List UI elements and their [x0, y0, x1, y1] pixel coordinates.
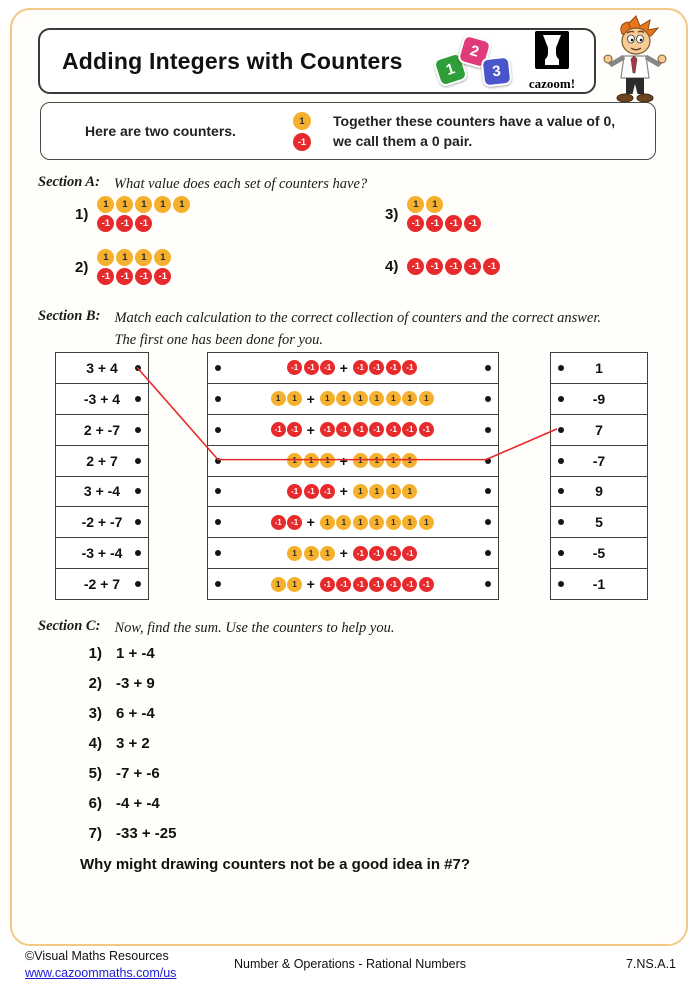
counter-minus-one: -1	[386, 360, 401, 375]
item-expression: -7 + -6	[116, 765, 160, 782]
counter-minus-one: -1	[386, 422, 401, 437]
counter-plus-one: 1	[287, 453, 302, 468]
answer-text: -9	[592, 390, 606, 407]
plus-sign: +	[306, 514, 315, 531]
section-a-item-3	[385, 196, 483, 232]
cazoom-logo	[526, 30, 578, 92]
counters-cell	[208, 568, 498, 599]
counter-collection	[287, 453, 419, 469]
section-c-item-4	[80, 735, 150, 752]
section-c-item-3	[80, 705, 155, 722]
connector-dot[interactable]	[135, 458, 141, 464]
tile-1-icon: 1	[432, 51, 469, 88]
answer-cell	[551, 353, 647, 383]
counter-plus-one: 1	[353, 515, 368, 530]
counter-plus-one: 1	[320, 546, 335, 561]
counter-minus-one: -1	[369, 360, 384, 375]
counter-minus-one: -1	[287, 422, 302, 437]
counter-minus-one: -1	[320, 577, 335, 592]
plus-sign: +	[306, 421, 315, 438]
section-c-item-5	[80, 765, 160, 782]
counter-minus-one: -1	[336, 422, 351, 437]
connector-dot[interactable]	[485, 488, 491, 494]
counter-plus-one: 1	[287, 577, 302, 592]
copyright-text: ©Visual Maths Resources	[25, 949, 169, 963]
counter-minus-one: -1	[116, 215, 133, 232]
plus-sign: +	[306, 390, 315, 407]
counter-collection	[271, 422, 436, 438]
counter-plus-one: 1	[154, 196, 171, 213]
counter-minus-one: -1	[320, 484, 335, 499]
counter-minus-one: -1	[464, 258, 481, 275]
counter-plus-one: 1	[97, 249, 114, 266]
item-expression: -33 + -25	[116, 825, 177, 842]
counter-plus-one: 1	[116, 196, 133, 213]
counter-minus-one: -1	[287, 360, 302, 375]
counter-plus-one: 1	[293, 112, 311, 130]
mascot-character	[598, 14, 670, 110]
connector-dot[interactable]	[485, 365, 491, 371]
counter-plus-one: 1	[320, 453, 335, 468]
section-a-item-1	[75, 196, 192, 232]
section-b-instruction-1: Match each calculation to the correct collection of counters and the correct answer.	[114, 310, 602, 326]
calc-text: 2 + 7	[86, 452, 118, 469]
connector-dot[interactable]	[215, 550, 221, 556]
counter-plus-one: 1	[154, 249, 171, 266]
connector-dot[interactable]	[135, 365, 141, 371]
connector-dot[interactable]	[558, 396, 564, 402]
section-c-label: Section C:	[38, 618, 101, 634]
counter-plus-one: 1	[419, 515, 434, 530]
counters-cell	[208, 414, 498, 445]
connector-dot[interactable]	[135, 519, 141, 525]
counter-minus-one: -1	[287, 484, 302, 499]
item-number: 4)	[385, 258, 399, 275]
counter-plus-one: 1	[116, 249, 133, 266]
counter-minus-one: -1	[483, 258, 500, 275]
counter-plus-one: 1	[353, 484, 368, 499]
counter-minus-one: -1	[287, 515, 302, 530]
section-a-heading	[38, 174, 367, 196]
counter-minus-one: -1	[402, 360, 417, 375]
connector-dot[interactable]	[558, 581, 564, 587]
item-number: 7)	[88, 825, 102, 842]
section-a-label: Section A:	[38, 174, 100, 190]
connector-dot[interactable]	[135, 396, 141, 402]
plus-sign: +	[306, 576, 315, 593]
counters-cell	[208, 383, 498, 414]
drum-icon	[534, 30, 570, 70]
counter-plus-one: 1	[271, 577, 286, 592]
counter-collection	[271, 576, 436, 592]
calc-cell	[56, 445, 148, 476]
plus-sign: +	[339, 545, 348, 562]
numbers-123-logo-icon	[434, 33, 514, 89]
counter-minus-one: -1	[271, 422, 286, 437]
section-b-instruction-2: The first one has been done for you.	[114, 331, 324, 348]
item-number: 3)	[88, 705, 102, 722]
section-c-item-7	[80, 825, 176, 842]
counter-plus-one: 1	[287, 546, 302, 561]
counter-plus-one: 1	[407, 196, 424, 213]
answer-text: -1	[592, 576, 606, 593]
counter-minus-one: -1	[116, 268, 133, 285]
counter-plus-one: 1	[386, 391, 401, 406]
counter-plus-one: 1	[173, 196, 190, 213]
intro-line-1: Together these counters have a value of 0,	[333, 112, 616, 129]
counter-minus-one: -1	[445, 215, 462, 232]
connector-dot[interactable]	[135, 581, 141, 587]
intro-counters	[293, 112, 311, 151]
connector-dot[interactable]	[135, 488, 141, 494]
counters-column	[207, 352, 499, 600]
counter-minus-one: -1	[402, 546, 417, 561]
section-c-instruction: Now, find the sum. Use the counters to help you.	[114, 620, 395, 636]
counter-minus-one: -1	[353, 577, 368, 592]
calc-cell	[56, 476, 148, 507]
answer-text: 5	[595, 514, 603, 531]
counter-minus-one: -1	[135, 268, 152, 285]
answer-cell	[551, 445, 647, 476]
connector-dot[interactable]	[485, 458, 491, 464]
counter-minus-one: -1	[304, 360, 319, 375]
connector-dot[interactable]	[558, 488, 564, 494]
answer-text: 1	[595, 359, 603, 376]
counter-plus-one: 1	[320, 515, 335, 530]
counters-cell	[208, 445, 498, 476]
item-number: 6)	[88, 795, 102, 812]
connector-dot[interactable]	[485, 396, 491, 402]
counter-minus-one: -1	[353, 546, 368, 561]
connector-dot[interactable]	[215, 427, 221, 433]
plus-sign: +	[339, 483, 348, 500]
counter-minus-one: -1	[426, 258, 443, 275]
counter-plus-one: 1	[97, 196, 114, 213]
counter-collection	[271, 514, 436, 530]
item-number: 3)	[385, 205, 399, 223]
counter-plus-one: 1	[336, 391, 351, 406]
answer-cell	[551, 476, 647, 507]
section-c-item-1	[80, 645, 155, 662]
item-expression: 1 + -4	[116, 645, 155, 662]
connector-dot[interactable]	[485, 550, 491, 556]
counter-minus-one: -1	[445, 258, 462, 275]
item-number: 5)	[88, 765, 102, 782]
calc-text: 3 + 4	[86, 359, 118, 376]
answer-text: -5	[592, 545, 606, 562]
footer-standard-code: 7.NS.A.1	[625, 957, 676, 971]
section-a-item-2	[75, 249, 173, 285]
answer-cell	[551, 383, 647, 414]
section-a-question: What value does each set of counters have?	[113, 176, 368, 192]
counter-minus-one: -1	[154, 268, 171, 285]
counter-plus-one: 1	[386, 515, 401, 530]
item-number: 2)	[88, 675, 102, 692]
counter-plus-one: 1	[304, 546, 319, 561]
page-title: Adding Integers with Counters	[62, 47, 403, 74]
section-b-heading	[38, 308, 601, 352]
connector-dot[interactable]	[215, 519, 221, 525]
answer-cell	[551, 537, 647, 568]
counter-minus-one: -1	[320, 422, 335, 437]
connector-dot[interactable]	[215, 581, 221, 587]
intro-box	[40, 102, 656, 160]
answers-column	[550, 352, 648, 600]
section-c-final-question: Why might drawing counters not be a good idea in #7?	[80, 856, 471, 873]
counter-minus-one: -1	[320, 360, 335, 375]
counter-plus-one: 1	[402, 391, 417, 406]
counter-minus-one: -1	[402, 577, 417, 592]
calc-text: -2 + -7	[81, 514, 123, 531]
intro-left-text: Here are two counters.	[85, 123, 236, 139]
connector-dot[interactable]	[558, 550, 564, 556]
calculations-column	[55, 352, 149, 600]
section-b-instruction	[114, 308, 601, 352]
answer-text: 7	[595, 421, 603, 438]
tile-3-icon: 3	[481, 56, 513, 88]
counters-cell	[208, 353, 498, 383]
counters-cell	[208, 506, 498, 537]
answer-text: -7	[592, 452, 606, 469]
connector-dot[interactable]	[215, 365, 221, 371]
counter-plus-one: 1	[336, 515, 351, 530]
counter-plus-one: 1	[402, 453, 417, 468]
counter-minus-one: -1	[293, 133, 311, 151]
counter-plus-one: 1	[287, 391, 302, 406]
plus-sign: +	[339, 452, 348, 469]
item-expression: -3 + 9	[116, 675, 155, 692]
calc-cell	[56, 383, 148, 414]
connector-dot[interactable]	[485, 427, 491, 433]
item-number: 2)	[75, 258, 89, 276]
counter-minus-one: -1	[97, 215, 114, 232]
item-expression: -4 + -4	[116, 795, 160, 812]
calc-cell	[56, 506, 148, 537]
counter-plus-one: 1	[369, 391, 384, 406]
counter-minus-one: -1	[135, 215, 152, 232]
counter-plus-one: 1	[353, 391, 368, 406]
counter-minus-one: -1	[419, 577, 434, 592]
counters-cell	[208, 476, 498, 507]
counter-plus-one: 1	[304, 453, 319, 468]
counter-minus-one: -1	[419, 422, 434, 437]
calc-text: 3 + -4	[83, 483, 121, 500]
counter-plus-one: 1	[386, 484, 401, 499]
counter-minus-one: -1	[97, 268, 114, 285]
counter-minus-one: -1	[407, 258, 424, 275]
counter-collection	[287, 483, 419, 499]
section-c-item-6	[80, 795, 160, 812]
intro-line-2: we call them a 0 pair.	[333, 133, 473, 149]
counter-plus-one: 1	[426, 196, 443, 213]
counter-minus-one: -1	[369, 577, 384, 592]
calc-cell	[56, 537, 148, 568]
connector-dot[interactable]	[485, 581, 491, 587]
calc-text: -3 + -4	[81, 545, 123, 562]
answer-cell	[551, 568, 647, 599]
connector-dot[interactable]	[558, 519, 564, 525]
counter-plus-one: 1	[402, 515, 417, 530]
counter-minus-one: -1	[369, 546, 384, 561]
calc-text: -3 + 4	[83, 390, 121, 407]
counter-minus-one: -1	[353, 422, 368, 437]
counter-minus-one: -1	[464, 215, 481, 232]
counter-plus-one: 1	[386, 453, 401, 468]
counter-collection	[287, 545, 419, 561]
connector-dot[interactable]	[135, 550, 141, 556]
counter-plus-one: 1	[353, 453, 368, 468]
connector-dot[interactable]	[215, 396, 221, 402]
item-number: 4)	[88, 735, 102, 752]
answer-cell	[551, 506, 647, 537]
connector-dot[interactable]	[558, 458, 564, 464]
counter-collection	[287, 360, 419, 376]
counter-minus-one: -1	[304, 484, 319, 499]
counter-plus-one: 1	[402, 484, 417, 499]
answer-text: 9	[595, 483, 603, 500]
answer-cell	[551, 414, 647, 445]
counter-plus-one: 1	[135, 196, 152, 213]
connector-dot[interactable]	[485, 519, 491, 525]
item-number: 1)	[75, 205, 89, 223]
counter-collection	[271, 391, 436, 407]
counter-plus-one: 1	[271, 391, 286, 406]
counter-minus-one: -1	[407, 215, 424, 232]
counter-plus-one: 1	[419, 391, 434, 406]
calc-cell	[56, 353, 148, 383]
section-b-label: Section B:	[38, 308, 101, 324]
section-c-item-2	[80, 675, 155, 692]
section-a-item-4	[385, 258, 502, 275]
connector-dot[interactable]	[558, 365, 564, 371]
intro-description	[333, 111, 615, 152]
counter-minus-one: -1	[271, 515, 286, 530]
counter-plus-one: 1	[369, 484, 384, 499]
calc-text: -2 + 7	[83, 576, 121, 593]
connector-dot[interactable]	[215, 458, 221, 464]
connector-dot[interactable]	[558, 427, 564, 433]
title-box	[38, 28, 596, 94]
counter-minus-one: -1	[369, 422, 384, 437]
counter-plus-one: 1	[369, 453, 384, 468]
calc-cell	[56, 568, 148, 599]
plus-sign: +	[339, 359, 348, 376]
item-number: 1)	[88, 645, 102, 662]
counter-plus-one: 1	[320, 391, 335, 406]
counter-plus-one: 1	[369, 515, 384, 530]
counter-minus-one: -1	[386, 546, 401, 561]
counter-minus-one: -1	[386, 577, 401, 592]
cazoom-wordmark: cazoom!	[528, 76, 576, 91]
calc-cell	[56, 414, 148, 445]
item-expression: 6 + -4	[116, 705, 155, 722]
connector-dot[interactable]	[215, 488, 221, 494]
footer-link[interactable]: www.cazoommaths.com/us	[25, 965, 177, 980]
counter-minus-one: -1	[426, 215, 443, 232]
section-c-heading	[38, 618, 394, 640]
calc-text: 2 + -7	[83, 421, 121, 438]
counter-minus-one: -1	[336, 577, 351, 592]
counter-minus-one: -1	[353, 360, 368, 375]
tile-2-icon: 2	[457, 34, 493, 70]
counter-minus-one: -1	[402, 422, 417, 437]
footer-topic: Number & Operations - Rational Numbers	[233, 957, 467, 971]
connector-dot[interactable]	[135, 427, 141, 433]
counters-cell	[208, 537, 498, 568]
item-expression: 3 + 2	[116, 735, 150, 752]
counter-plus-one: 1	[135, 249, 152, 266]
